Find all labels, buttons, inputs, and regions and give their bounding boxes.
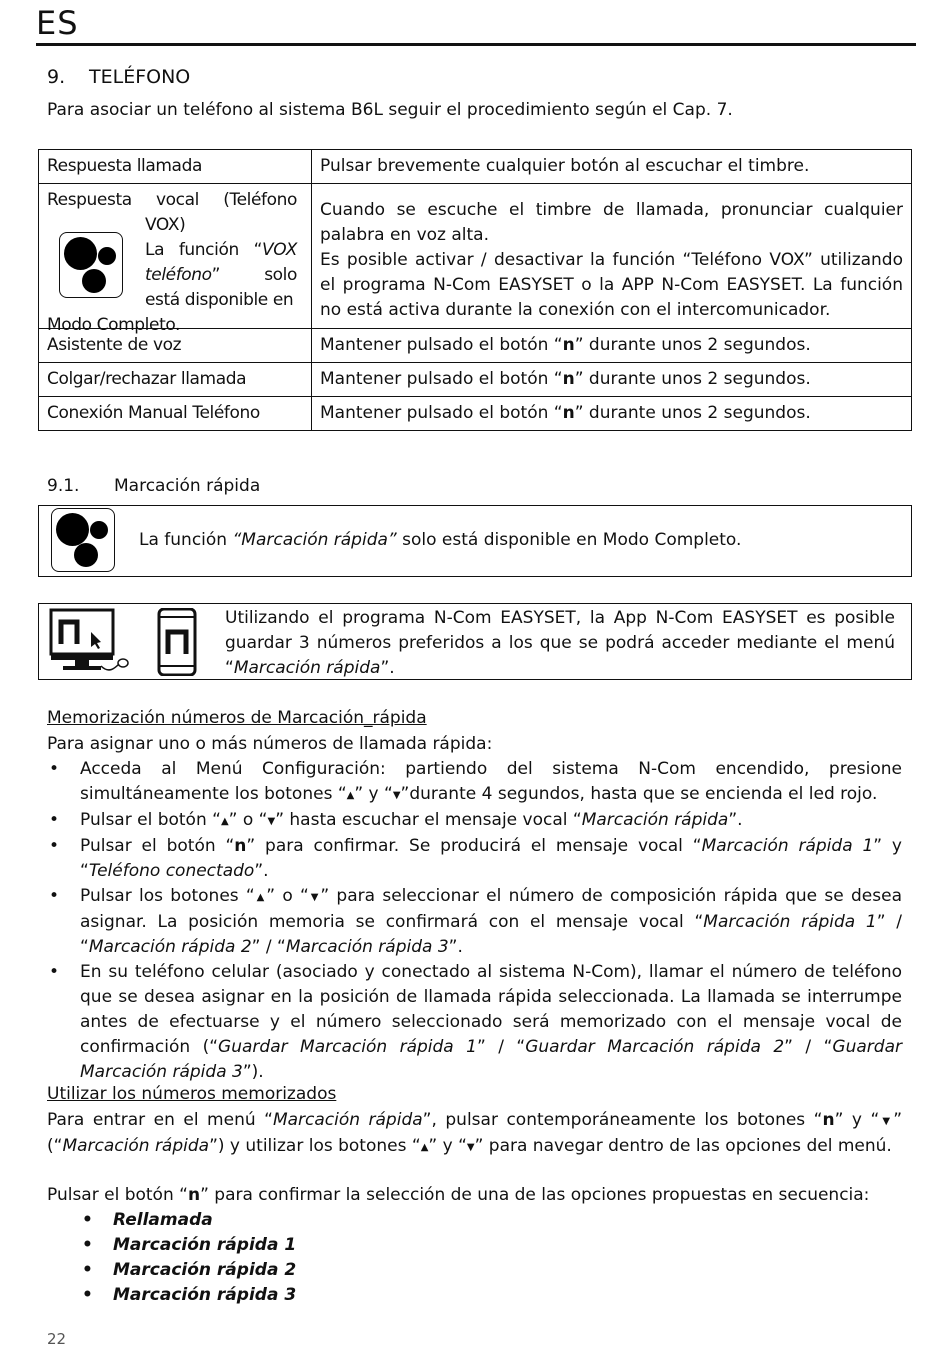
row-desc: Mantener pulsado el botón “n” durante unos 2 segundos. (312, 329, 912, 363)
full-mode-icon (59, 232, 123, 298)
row-label: Respuesta vocal (Teléfono (47, 190, 297, 210)
row-desc: Es posible activar / desactivar la función “Teléfono VOX” utilizando el programa N-Com EASYSET o la APP N-Com EASYSET. La función no está activa durante la conexión con el intercomunicador. (320, 250, 903, 320)
phone-functions-table (38, 149, 912, 431)
down-arrow-icon (879, 1110, 893, 1130)
full-mode-icon (51, 508, 115, 572)
list-item: • Marcación rápida 3 (80, 1283, 296, 1308)
row-label-cont: VOX) (145, 215, 186, 235)
vox-cell (47, 188, 303, 335)
table-row (39, 363, 912, 397)
list-item: • Pulsar el botón “n” para confirmar. Se producirá el mensaje vocal “Marcación rápida 1” y “Teléfono conectado”. (47, 834, 902, 884)
confirm-paragraph: Pulsar el botón “n” para confirmar la selección de una de las opciones propuestas en secuencia: (47, 1185, 870, 1205)
up-arrow-icon (255, 886, 266, 906)
vox-note: La función “VOX (145, 240, 297, 260)
language-code: ES (36, 4, 79, 42)
info-box-easyset (38, 603, 912, 680)
row-label: Asistente de voz (39, 329, 312, 363)
smartphone-app-icon (157, 608, 197, 676)
list-item: • Marcación rápida 2 (80, 1258, 296, 1283)
info-text: Utilizando el programa N-Com EASYSET, la App N-Com EASYSET es posible guardar 3 números preferidos a los que se podrá acceder mediante el menú “Marcación rápida”. (225, 608, 895, 678)
menu-options (80, 1208, 296, 1308)
memorize-steps (47, 757, 902, 1085)
header-rule (36, 43, 916, 46)
use-paragraph: Para entrar en el menú “Marcación rápida”, pulsar contemporáneamente los botones “n” y “ ▼ ” (“Marcación rápida”) y utilizar los botones “ ▲ ” y “ ▼ ” para navegar dentro de las opciones del menú. (47, 1108, 902, 1160)
pc-software-icon (49, 608, 131, 676)
down-arrow-icon (393, 784, 401, 804)
row-label: Conexión Manual Teléfono (39, 397, 312, 431)
page-number: 22 (47, 1330, 67, 1348)
row-desc: Pulsar brevemente cualquier botón al escuchar el timbre. (312, 150, 912, 184)
up-arrow-icon (221, 810, 229, 830)
row-desc: Cuando se escuche el timbre de llamada, pronunciar cualquier palabra en voz alta. (320, 200, 903, 245)
vox-note: teléfono” solo (145, 265, 297, 285)
memorize-intro: Para asignar uno o más números de llamada rápida: (47, 734, 493, 754)
row-desc: Mantener pulsado el botón “n” durante unos 2 segundos. (312, 397, 912, 431)
section-heading (47, 66, 190, 88)
list-item: • Rellamada (80, 1208, 296, 1233)
subsection-heading (47, 476, 260, 496)
vox-note: Modo Completo. (47, 315, 181, 335)
use-heading: Utilizar los números memorizados (47, 1084, 337, 1104)
list-item: • Pulsar los botones “ ▲ ” o “ ▼ ” para seleccionar el número de composición rápida que se desea asignar. La posición memoria se confirmará con el mensaje vocal “Marcación rápida 1” / “Marcación rápida 2” / “Marcación rápida 3”. (47, 884, 902, 960)
down-arrow-icon (309, 886, 320, 906)
list-item: • Acceda al Menú Configuración: partiendo del sistema N-Com encendido, presione simultáneamente los botones “ ▲ ” y “ ▼ ”durante 4 segundos, hasta que se encienda el led rojo. (47, 757, 902, 808)
subsection-title: Marcación rápida (114, 476, 261, 496)
row-desc: Mantener pulsado el botón “n” durante unos 2 segundos. (312, 363, 912, 397)
subsection-number: 9.1. (47, 476, 80, 496)
list-item: • Marcación rápida 1 (80, 1233, 296, 1258)
list-item: • Pulsar el botón “ ▲ ” o “ ▼ ” hasta escuchar el mensaje vocal “Marcación rápida”. (47, 808, 902, 834)
table-row (39, 150, 912, 184)
info-box-full-mode (38, 505, 912, 577)
info-text: La función “Marcación rápida” solo está disponible en Modo Completo. (139, 530, 742, 550)
section-title: TELÉFONO (89, 66, 191, 88)
memorize-heading: Memorización números de Marcación_rápida (47, 708, 427, 728)
table-row (39, 184, 912, 329)
section-number: 9. (47, 66, 66, 88)
table-row (39, 397, 912, 431)
row-label: Colgar/rechazar llamada (39, 363, 312, 397)
vox-note: está disponible en (145, 290, 294, 310)
down-arrow-icon (467, 1136, 475, 1156)
list-item: • En su teléfono celular (asociado y conectado al sistema N-Com), llamar el número de teléfono que se desea asignar en la posición de llamada rápida seleccionada. La llamada se interrumpe antes de efectuarse y el número seleccionado será memorizado con el mensaje vocal de confirmación (“Guardar Marcación rápida 1” / “Guardar Marcación rápida 2” / “Guardar Marcación rápida 3”). (47, 960, 902, 1085)
section-intro: Para asociar un teléfono al sistema B6L seguir el procedimiento según el Cap. 7. (47, 100, 733, 120)
row-label: Respuesta llamada (39, 150, 312, 184)
